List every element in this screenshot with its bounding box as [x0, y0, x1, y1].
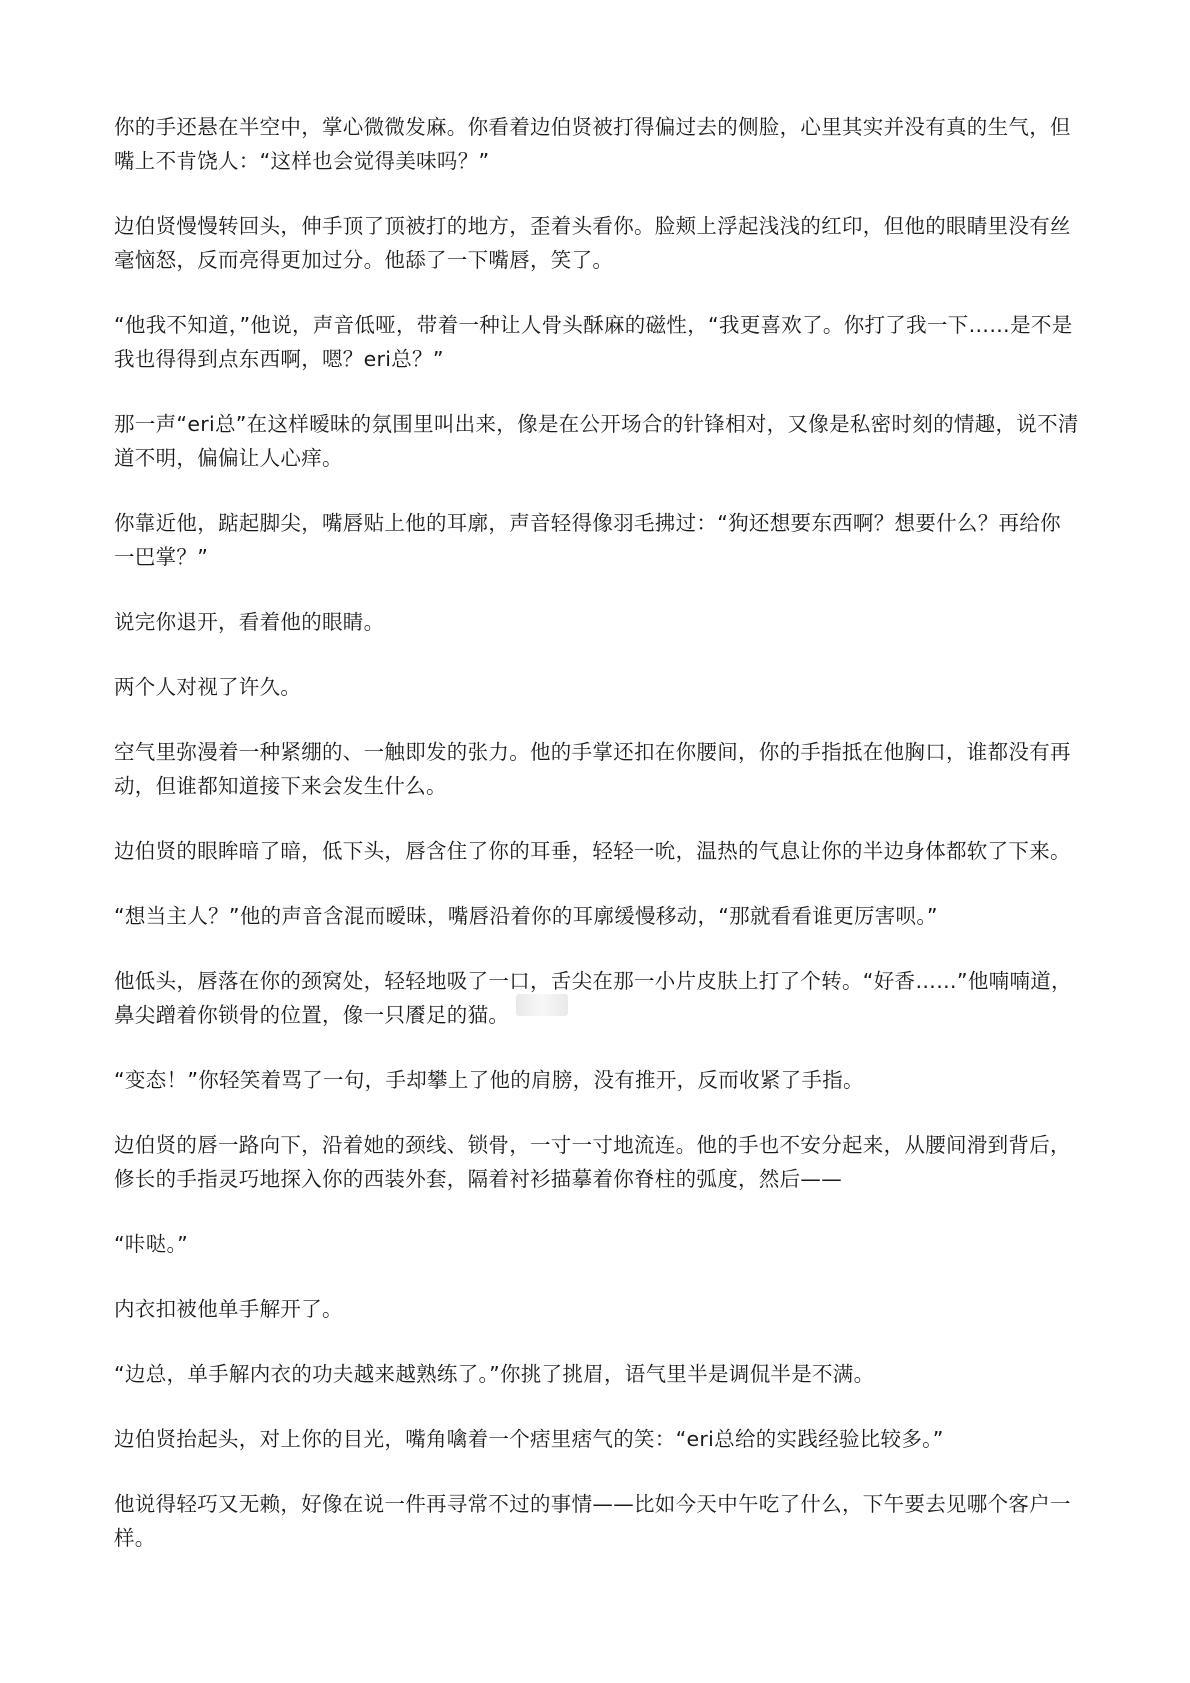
paragraph-2: 边伯贤慢慢转回头，伸手顶了顶被打的地方，歪着头看你。脸颊上浮起浅浅的红印，但他的眼睛里没有丝毫恼怒，反而亮得更加过分。他舔了一下嘴唇，笑了。: [114, 214, 1071, 272]
paragraph-1: 你的手还悬在半空中，掌心微微发麻。你看着边伯贤被打得偏过去的侧脸，心里其实并没有真的生气，但嘴上不肯饶人：“这样也会觉得美味吗？”: [114, 115, 1071, 173]
watermark-smudge: [516, 994, 568, 1016]
paragraph-7: 两个人对视了许久。: [114, 675, 302, 699]
paragraph-8: 空气里弥漫着一种紧绷的、一触即发的张力。他的手掌还扣在你腰间，你的手指抵在他胸口，谁都没有再动，但谁都知道接下来会发生什么。: [114, 740, 1071, 798]
paragraph-10: “想当主人？”他的声音含混而暧昧，嘴唇沿着你的耳廓缓慢移动，“那就看看谁更厉害呗。”: [114, 904, 938, 928]
paragraph-15: 内衣扣被他单手解开了。: [114, 1297, 343, 1321]
paragraph-5: 你靠近他，踮起脚尖，嘴唇贴上他的耳廓，声音轻得像羽毛拂过：“狗还想要东西啊？想要什么？再给你一巴掌？”: [114, 511, 1061, 569]
paragraph-16: “边总，单手解内衣的功夫越来越熟练了。”你挑了挑眉，语气里半是调侃半是不满。: [114, 1362, 875, 1386]
paragraph-12: “变态！”你轻笑着骂了一句，手却攀上了他的肩膀，没有推开，反而收紧了手指。: [114, 1068, 864, 1092]
paragraph-18: 他说得轻巧又无赖，好像在说一件再寻常不过的事情——比如今天中午吃了什么，下午要去见哪个客户一样。: [114, 1492, 1071, 1550]
paragraph-6: 说完你退开，看着他的眼睛。: [114, 610, 385, 634]
paragraph-3: “他我不知道，”他说，声音低哑，带着一种让人骨头酥麻的磁性，“我更喜欢了。你打了我一下……是不是我也得得到点东西啊，嗯？eri总？”: [114, 313, 1073, 371]
document-body: [114, 110, 1080, 1586]
paragraph-4: 那一声“eri总”在这样暧昧的氛围里叫出来，像是在公开场合的针锋相对，又像是私密时刻的情趣，说不清道不明，偏偏让人心痒。: [114, 412, 1079, 470]
paragraph-17: 边伯贤抬起头，对上你的目光，嘴角噙着一个痞里痞气的笑：“eri总给的实践经验比较多。”: [114, 1427, 944, 1451]
paragraph-9: 边伯贤的眼眸暗了暗，低下头，唇含住了你的耳垂，轻轻一吮，温热的气息让你的半边身体都软了下来。: [114, 839, 1071, 863]
paragraph-14: “咔哒。”: [114, 1232, 188, 1256]
paragraph-11: 他低头，唇落在你的颈窝处，轻轻地吸了一口，舌尖在那一小片皮肤上打了个转。“好香……”他喃喃道，鼻尖蹭着你锁骨的位置，像一只餍足的猫。: [114, 969, 1072, 1027]
paragraph-13: 边伯贤的唇一路向下，沿着她的颈线、锁骨，一寸一寸地流连。他的手也不安分起来，从腰间滑到背后，修长的手指灵巧地探入你的西装外套，隔着衬衫描摹着你脊柱的弧度，然后——: [114, 1133, 1071, 1191]
